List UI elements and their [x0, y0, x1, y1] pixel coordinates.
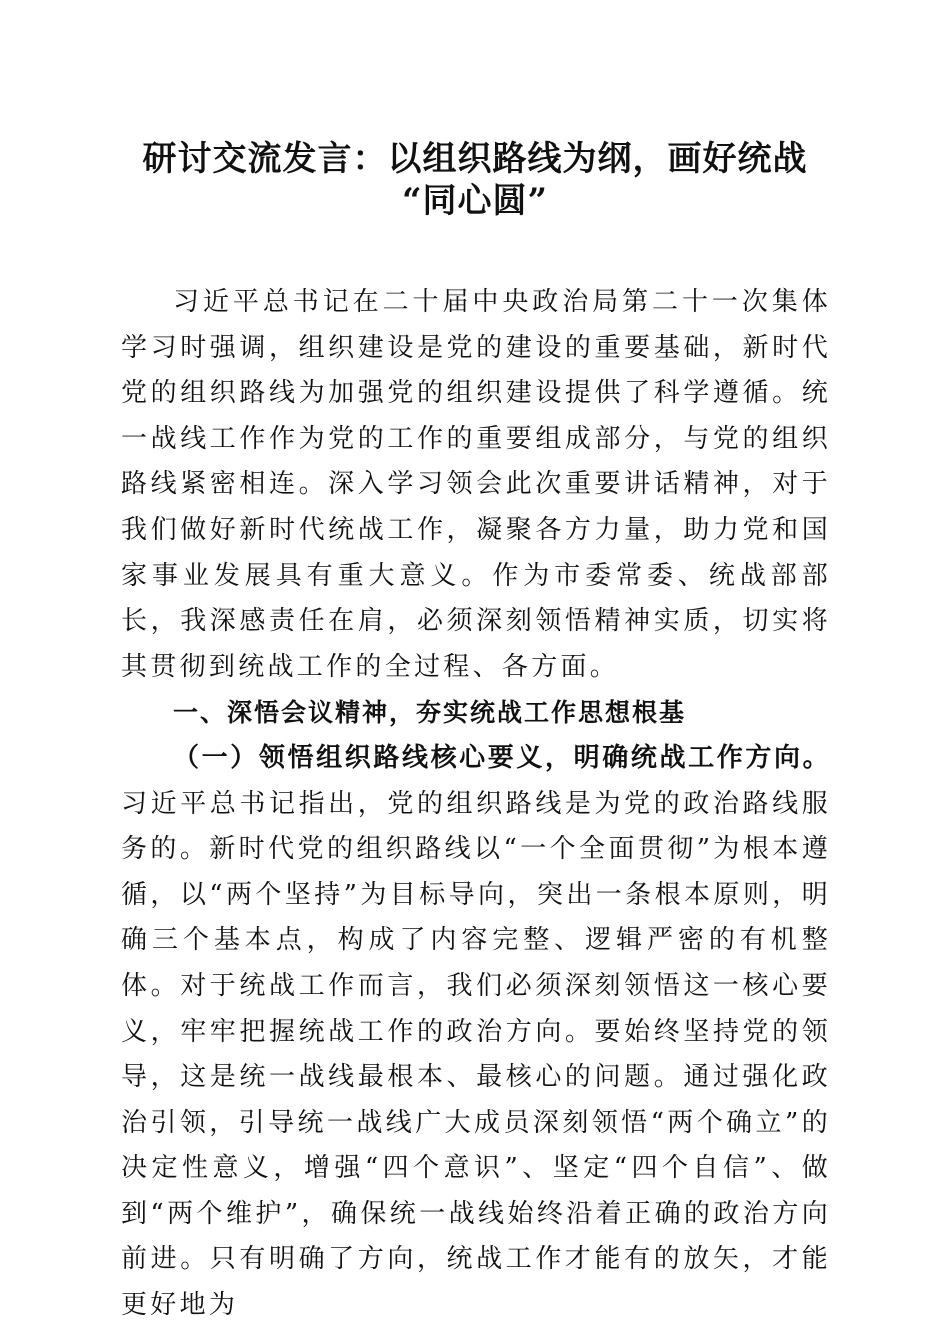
document-title: [60, 138, 890, 222]
subsection-body-1: 习近平总书记指出，党的组织路线是为党的政治路线服务的。新时代党的组织路线以“一个全面贯彻”为根本遵循，以“两个坚持”为目标导向，突出一条根本原则，明确三个基本点，构成了内容完整、逻辑严密的有机整体。对于统战工作而言，我们必须深刻领悟这一核心要义，牢牢把握统战工作的政治方向。要始终坚持党的领导，这是统一战线最根本、最核心的问题。通过强化政治引领，引导统一战线广大成员深刻领悟“两个确立”的决定性意义，增强“四个意识”、坚定“四个自信”、做到“两个维护”，确保统一战线始终沿着正确的政治方向前进。只有明确了方向，统战工作才能有的放矢，才能更好地为: [121, 788, 831, 1321]
title-line-1: 研讨交流发言：以组织路线为纲，画好统战: [142, 139, 808, 179]
subsection-paragraph-1: [121, 736, 831, 1329]
intro-paragraph: 习近平总书记在二十届中央政治局第二十一次集体学习时强调，组织建设是党的建设的重要基础，新时代党的组织路线为加强党的组织建设提供了科学遵循。统一战线工作作为党的工作的重要组成部分，与党的组织路线紧密相连。深入学习领会此次重要讲话精神，对于我们做好新时代统战工作，凝聚各方力量，助力党和国家事业发展具有重大意义。作为市委常委、统战部部长，我深感责任在肩，必须深刻领悟精神实质，切实将其贯彻到统战工作的全过程、各方面。: [121, 287, 831, 682]
section-heading-1: 一、深悟会议精神，夯实统战工作思想根基: [173, 698, 687, 728]
document-body: [121, 280, 831, 1329]
subsection-lead-1: （一）领悟组织路线核心要义，明确统战工作方向。: [173, 742, 831, 773]
title-line-2: “同心圆”: [401, 181, 549, 221]
